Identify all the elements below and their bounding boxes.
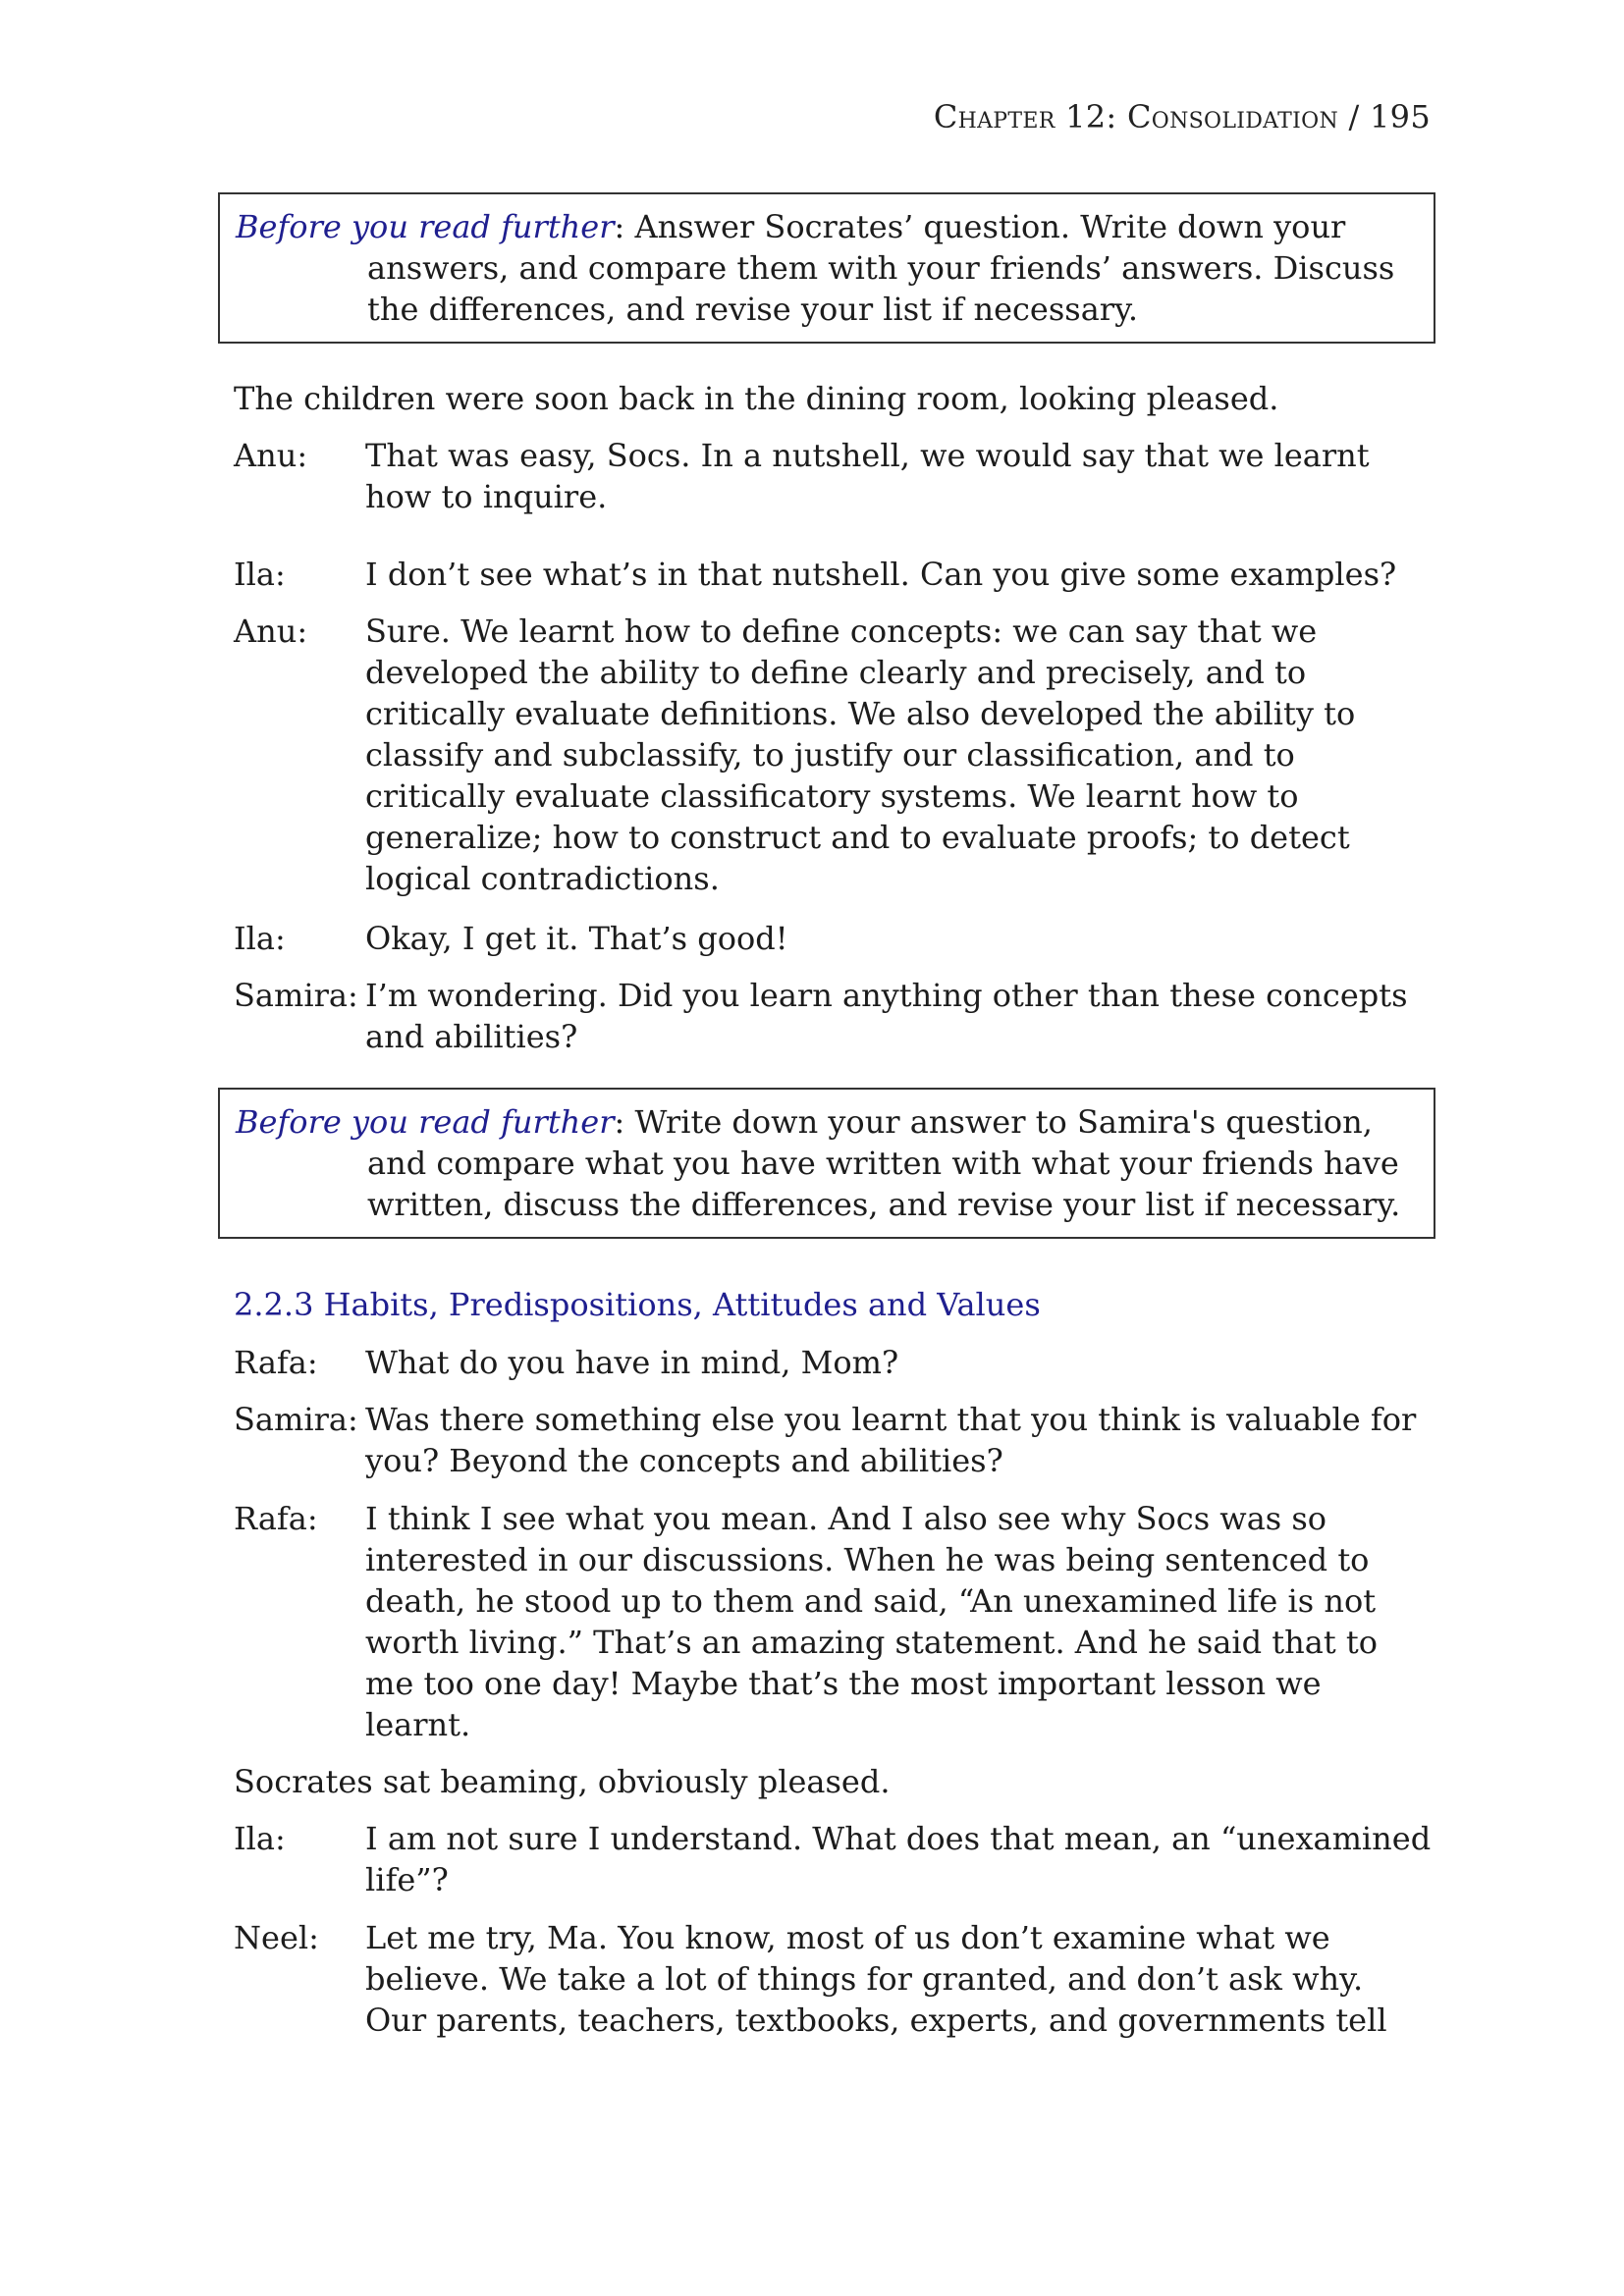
- before-you-read-box-1: [218, 192, 1435, 344]
- running-head: Chapter 12: Consolidation / 195: [933, 98, 1431, 135]
- dialogue-line: [234, 1818, 1432, 1900]
- box-2-text: [236, 1101, 1408, 1225]
- box-1-body: : Answer Socrates’ question. Write down your answers, and compare them with your friends’ answers. Discuss the differences, and revise your list if necessary.: [367, 208, 1395, 328]
- speech-text: I’m wondering. Did you learn anything other than these concepts and abilities?: [365, 977, 1408, 1055]
- box-2-lead: Before you read further: [236, 1103, 615, 1141]
- dialogue-line: [234, 1917, 1432, 2041]
- speaker-label: Anu:: [234, 613, 308, 650]
- speaker-label: Rafa:: [234, 1500, 318, 1537]
- speech-text: Okay, I get it. That’s good!: [365, 920, 788, 957]
- dialogue-line: [234, 1399, 1432, 1481]
- section-heading: 2.2.3 Habits, Predispositions, Attitudes and Values: [234, 1286, 1041, 1323]
- speech-text: I think I see what you mean. And I also see why Socs was so interested in our discussions. When he was being sentenced to death, he stood up to them and said, “An unexamined life is not worth living.” That’s an amazing statement. And he said that to me too one day! Maybe that’s the most important lesson we learnt.: [365, 1500, 1378, 1743]
- speaker-label: Samira:: [234, 1401, 358, 1438]
- speech-text: Let me try, Ma. You know, most of us don’t examine what we believe. We take a lot of things for granted, and don’t ask why. Our parents, teachers, textbooks, experts, and governments tell: [365, 1919, 1387, 2039]
- speaker-label: Ila:: [234, 920, 286, 957]
- dialogue-line: [234, 975, 1432, 1057]
- speaker-label: Rafa:: [234, 1344, 318, 1381]
- speech-text: Sure. We learnt how to define concepts: we can say that we developed the ability to define clearly and precisely, and to critically evaluate definitions. We also developed the ability to classify and subclassify, to justify our classification, and to critically evaluate classificatory systems. We learnt how to generalize; how to construct and to evaluate proofs; to detect logical contradictions.: [365, 613, 1356, 897]
- box-1-lead: Before you read further: [236, 208, 615, 245]
- speaker-label: Anu:: [234, 437, 308, 474]
- dialogue-line: [234, 611, 1432, 899]
- dialogue-line: [234, 918, 1432, 959]
- dialogue-line: [234, 554, 1432, 595]
- speech-text: Was there something else you learnt that you think is valuable for you? Beyond the concepts and abilities?: [365, 1401, 1417, 1479]
- speaker-label: Ila:: [234, 556, 286, 593]
- speech-text: That was easy, Socs. In a nutshell, we would say that we learnt how to inquire.: [365, 437, 1370, 515]
- narration-1: The children were soon back in the dining room, looking pleased.: [234, 380, 1279, 417]
- dialogue-line: [234, 435, 1432, 517]
- speech-text: I don’t see what’s in that nutshell. Can you give some examples?: [365, 556, 1397, 593]
- before-you-read-box-2: [218, 1088, 1435, 1239]
- speaker-label: Ila:: [234, 1820, 286, 1857]
- dialogue-line: [234, 1342, 1432, 1383]
- box-1-text: [236, 206, 1408, 330]
- speech-text: What do you have in mind, Mom?: [365, 1344, 899, 1381]
- speaker-label: Samira:: [234, 977, 358, 1014]
- speaker-label: Neel:: [234, 1919, 319, 1956]
- narration-2: Socrates sat beaming, obviously pleased.: [234, 1763, 891, 1800]
- box-2-body: : Write down your answer to Samira's question, and compare what you have written with what your friends have written, discuss the differences, and revise your list if necessary.: [367, 1103, 1401, 1223]
- dialogue-line: [234, 1498, 1432, 1745]
- speech-text: I am not sure I understand. What does that mean, an “unexamined life”?: [365, 1820, 1432, 1898]
